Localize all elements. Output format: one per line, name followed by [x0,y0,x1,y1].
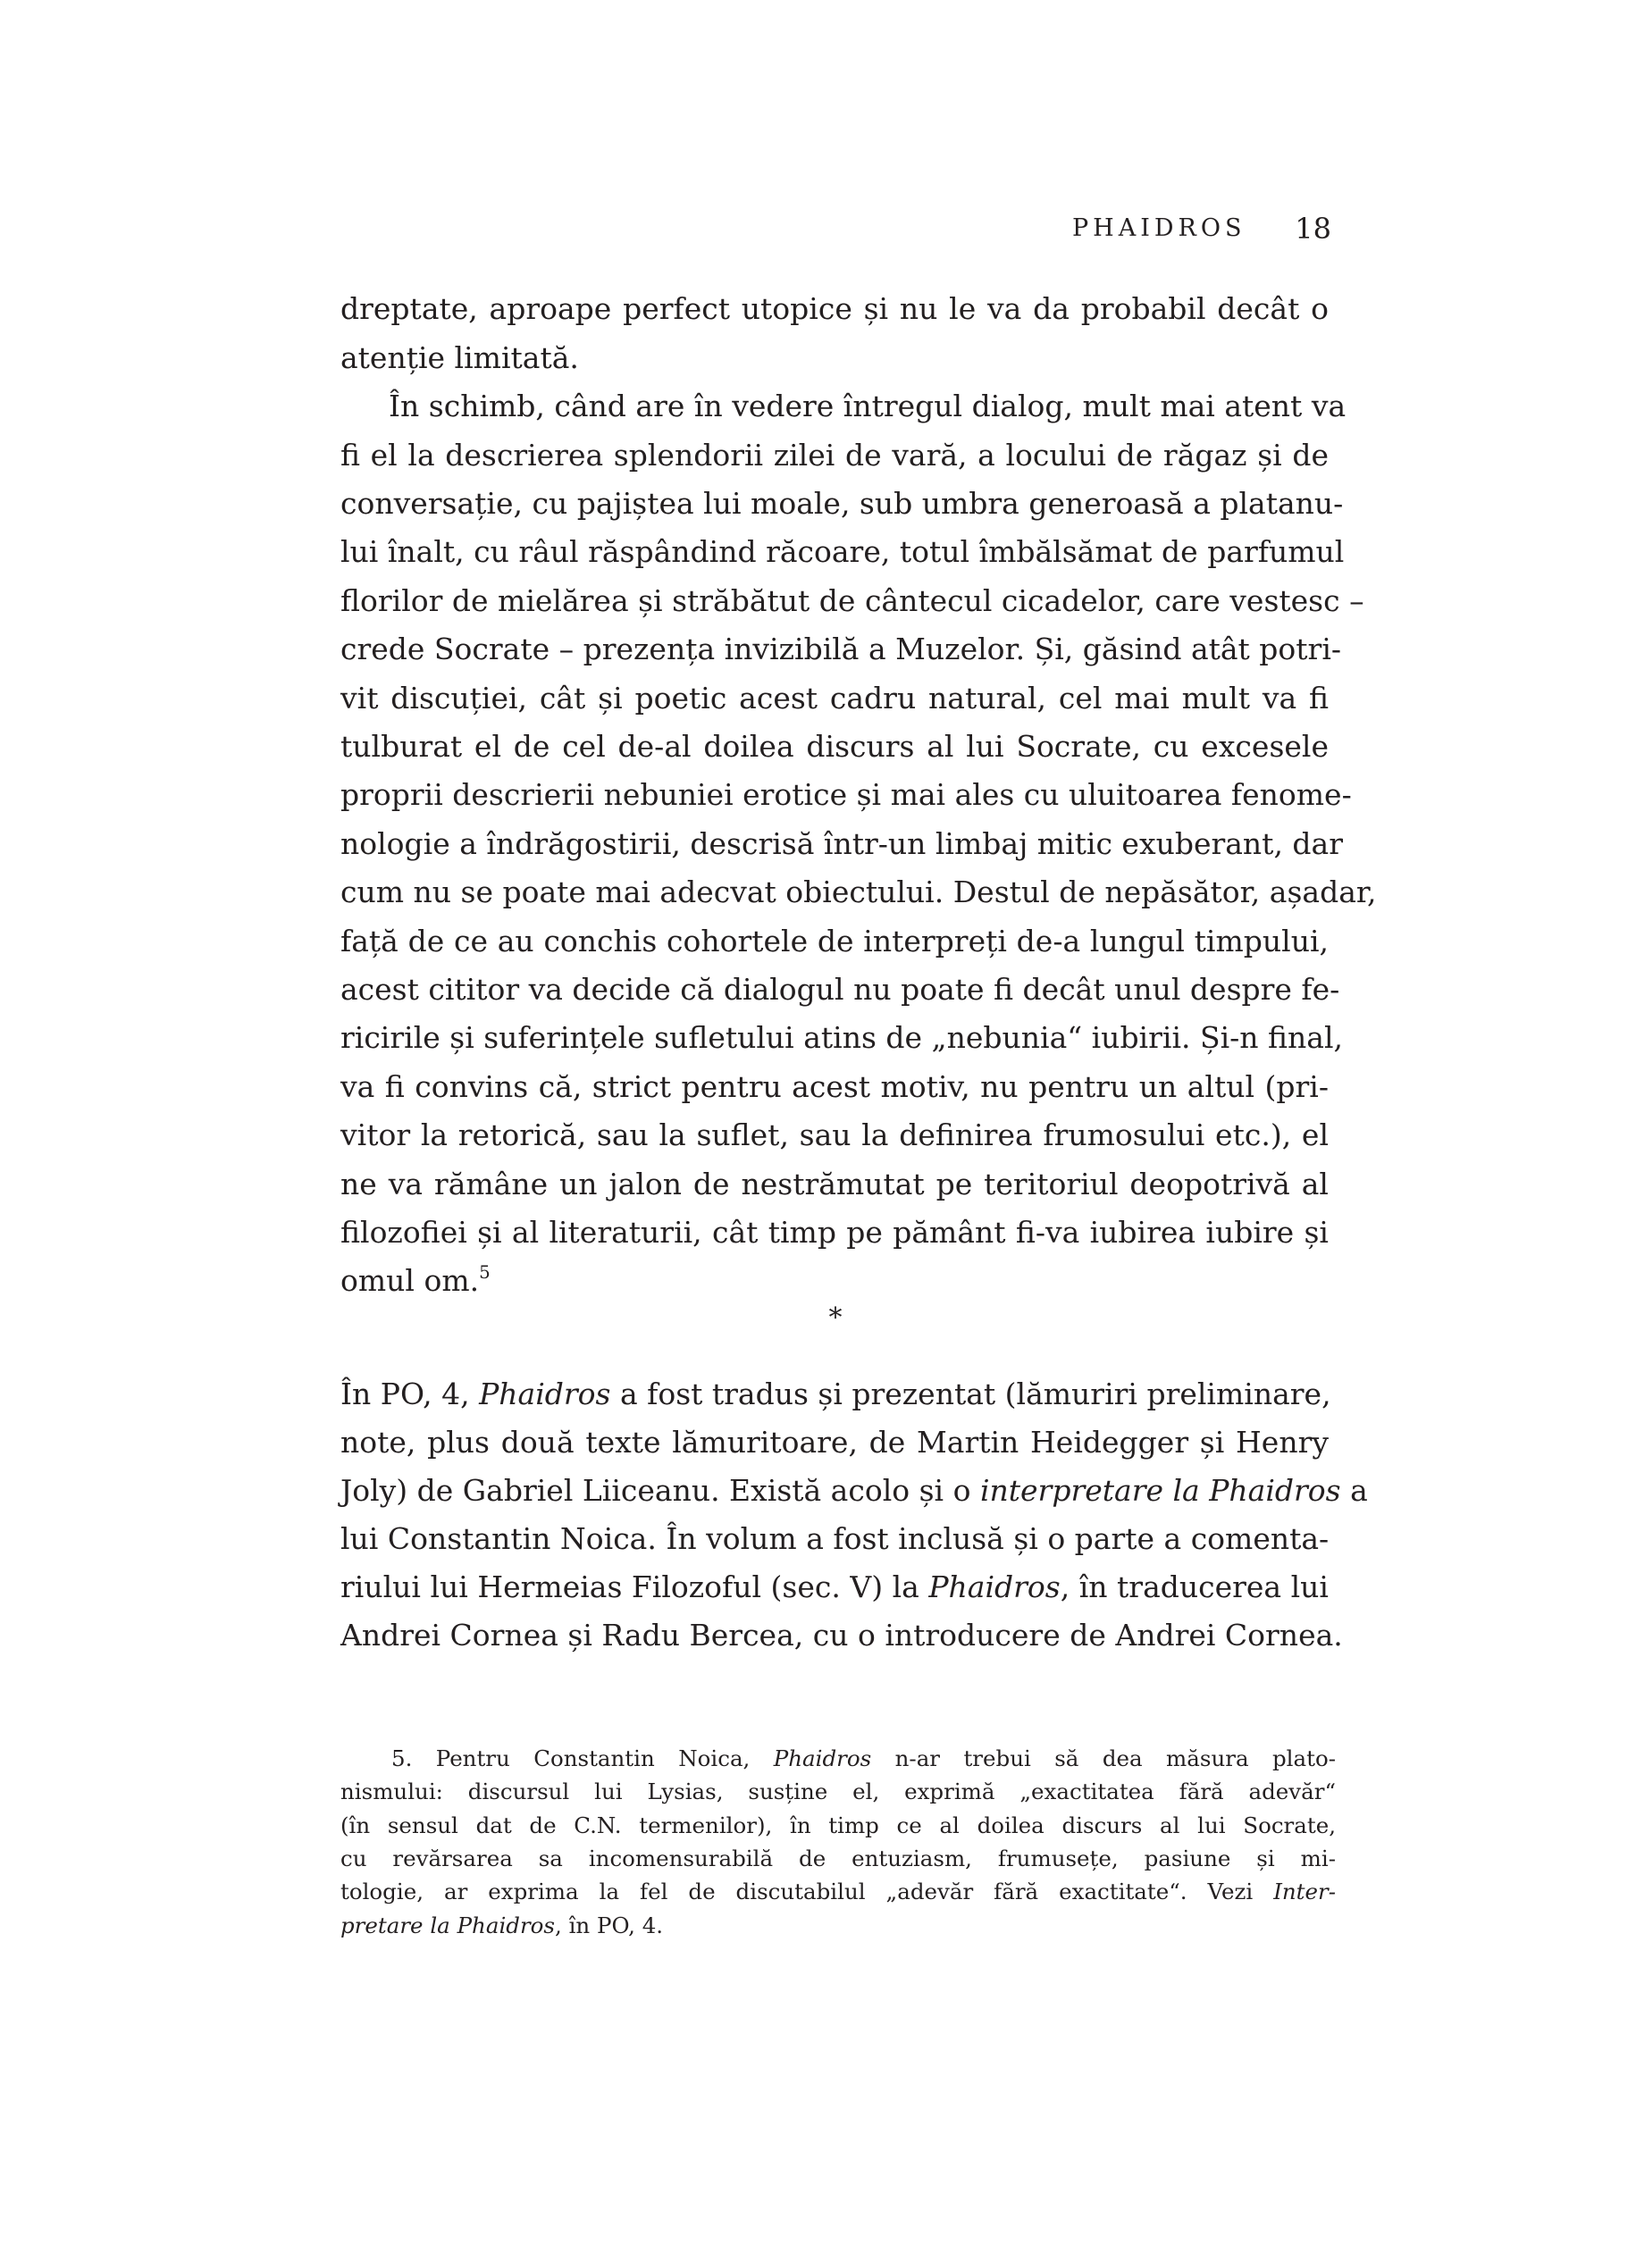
edition-note-line [340,1569,1329,1605]
body-line: florilor de mielărea și străbătut de cântecul cicadelor, care vestesc – [340,583,1364,618]
italic-title: interpretare la Phaidros [979,1473,1341,1508]
body-line: vitor la retorică, sau la suflet, sau la definirea frumosului etc.), el [340,1117,1329,1152]
body-line: nologie a îndrăgostirii, descrisă într-un limbaj mitic exuberant, dar [340,826,1343,861]
text: riului lui Hermeias Filozoful (sec. V) la [340,1569,929,1604]
italic-title: Phaidros [928,1569,1061,1604]
body-line: acest cititor va decide că dialogul nu poate fi decât unul despre fe- [340,972,1340,1007]
body-line: În schimb, când are în vedere întregul dialog, mult mai atent va [389,389,1347,423]
body-line: va fi convins că, strict pentru acest motiv, nu pentru un altul (pri- [340,1069,1329,1104]
italic-title: Phaidros [773,1745,872,1771]
text: Joly) de Gabriel Liiceanu. Există acolo și o [340,1473,980,1508]
edition-note-line: note, plus două texte lămuritoare, de Martin Heidegger și Henry [340,1425,1329,1460]
footnote-line [340,1912,1336,1939]
running-head-title: PHAIDROS [1072,214,1246,242]
body-line: ne va rămâne un jalon de nestrămutat pe teritoriul deopotrivă al [340,1167,1329,1201]
text: n-ar trebui să dea măsura plato- [871,1745,1336,1771]
footnote-line [340,1879,1336,1905]
footnote-line: (în sensul dat de C.N. termenilor), în timp ce al doilea discurs al lui Socrate, [340,1812,1336,1838]
footnote-line: cu revărsarea sa incomensurabilă de entuziasm, frumusețe, pasiune și mi- [340,1845,1336,1871]
text: , în PO, 4. [555,1912,664,1938]
section-separator-asterisk: * [828,1302,843,1334]
body-line: fi el la descrierea splendorii zilei de vară, a locului de răgaz și de [340,438,1329,473]
italic-title: Phaidros [479,1377,611,1411]
body-line: față de ce au conchis cohortele de interpreți de-a lungul timpului, [340,924,1329,958]
text: În PO, 4, [340,1377,480,1411]
text: , în traducerea lui [1060,1569,1329,1604]
edition-note-line [340,1377,1329,1412]
body-line: atenție limitată. [340,340,579,375]
text: a fost tradus și prezentat (lămuriri preliminare, [610,1377,1331,1411]
footnote-line [391,1745,1336,1772]
edition-note-line [340,1473,1368,1509]
text: 5. Pentru Constantin Noica, [391,1745,774,1771]
body-line: dreptate, aproape perfect utopice și nu le va da probabil decât o [340,291,1329,326]
edition-note-line: lui Constantin Noica. În volum a fost inclusă și o parte a comenta- [340,1521,1330,1556]
footnote-line: nismului: discursul lui Lysias, susține el, exprimă „exactitatea fără adevăr“ [340,1778,1336,1804]
body-line: tulburat el de cel de-al doilea discurs al lui Socrate, cu excesele [340,729,1329,764]
italic-title: pretare la Phaidros [340,1912,555,1938]
body-line: proprii descrierii nebuniei erotice și mai ales cu uluitoarea fenome- [340,777,1352,812]
body-line: conversație, cu pajiștea lui moale, sub umbra generoasă a platanu- [340,486,1344,521]
body-line: vit discuției, cât și poetic acest cadru natural, cel mai mult va fi [340,681,1329,716]
text: a [1340,1473,1368,1508]
italic-title: Inter- [1273,1879,1336,1904]
footnote-reference[interactable]: 5 [479,1262,491,1284]
text: tologie, ar exprima la fel de discutabilul „adevăr fără exactitate“. Vezi [340,1879,1274,1904]
page-number: 18 [1295,212,1331,246]
body-line: lui înalt, cu râul răspândind răcoare, totul îmbălsămat de parfumul [340,534,1345,569]
body-line: filozofiei și al literaturii, cât timp pe pământ fi-va iubirea iubire și [340,1215,1329,1250]
body-line: cum nu se poate mai adecvat obiectului. Destul de nepăsător, așadar, [340,875,1377,909]
body-line-text: omul om. [340,1263,480,1298]
edition-note-line: Andrei Cornea și Radu Bercea, cu o introducere de Andrei Cornea. [340,1618,1343,1653]
body-line: ricirile și suferințele sufletului atins de „nebunia“ iubirii. Și-n final, [340,1020,1344,1055]
body-line-last [340,1263,1329,1299]
running-head [1063,211,1331,247]
body-line: crede Socrate – prezența invizibilă a Muzelor. Și, găsind atât potri- [340,632,1342,666]
